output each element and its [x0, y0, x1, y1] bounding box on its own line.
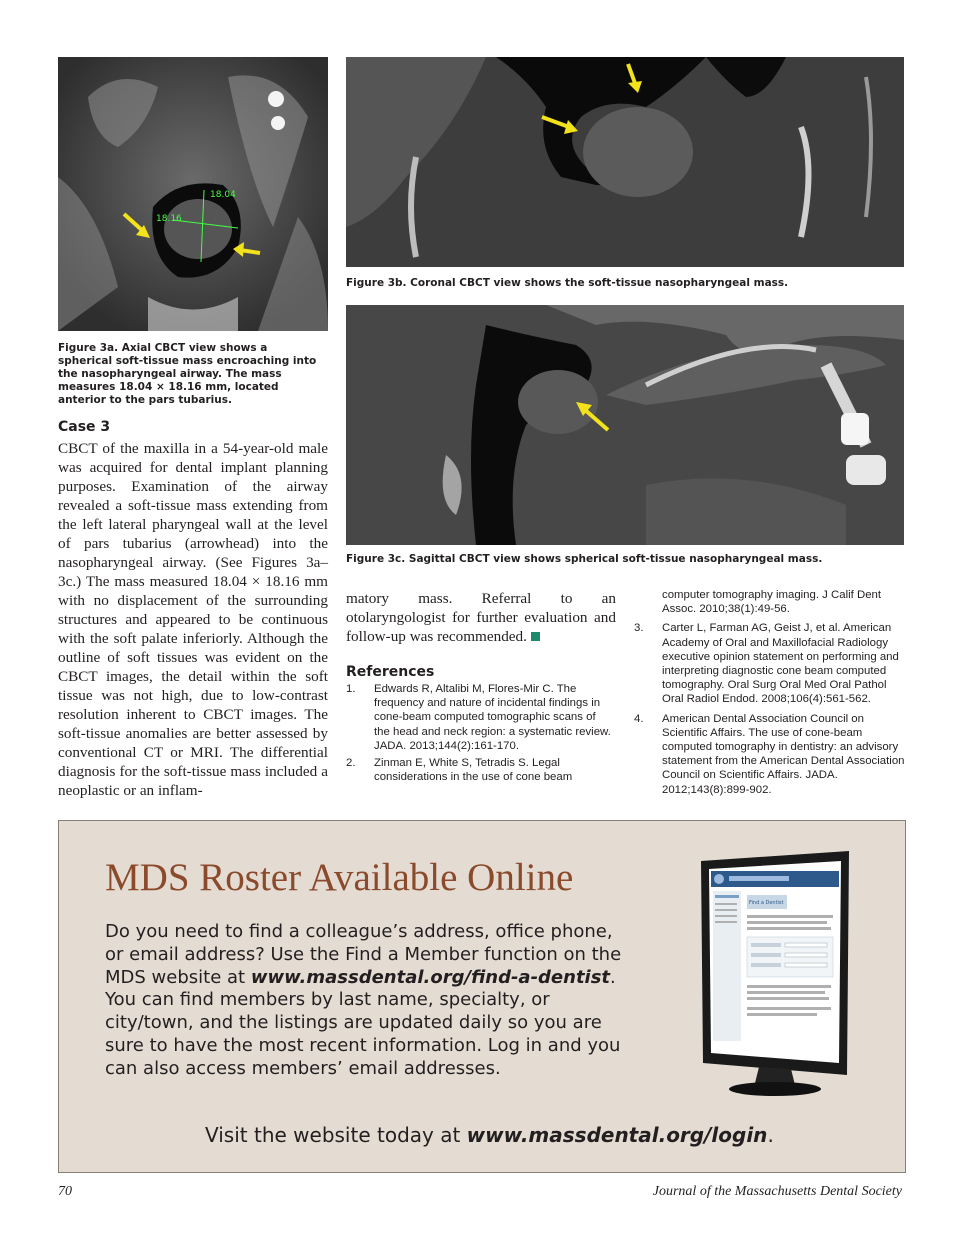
reference-text: Zinman E, White S, Tetradis S. Legal considerations in the use of cone beam: [374, 757, 573, 784]
case-body-column-2: [346, 589, 616, 646]
monitor-icon: [695, 849, 855, 1099]
references-list-column-3: [634, 588, 906, 800]
reference-text: Carter L, Farman AG, Geist J, et al. American Academy of Oral and Maxillofacial Radiology executive opinion statement on performing and interpreting diagnostic cone beam computed tomography. Oral Surg Oral Med Oral Pathol Oral Radiol Endod. 2008;106(4):561-562.: [662, 622, 899, 706]
case-body-column-1: CBCT of the maxilla in a 54-year-old male was acquired for dental implant planning purposes. Examination of the airway revealed a soft-tissue mass extending from the left lateral pharyngeal wall at the level of pars tubarius (arrowhead) into the nasopharyngeal airway. (See Figures 3a–3c.) The mass measured 18.04 × 18.16 mm with no displacement of the surrounding structures and appeared to be continuous with the soft palate inferiorly. Although the outline of soft tissues was evident on the CBCT images, the detail within the soft tissue was not high, due to low-contrast resolution inherent to CBCT images. The soft-tissue anomalies are better assessed by conventional CT or MRI. The differential diagnosis for the soft-tissue mass included a neoplastic or an inflam-: [58, 440, 328, 799]
measure-label-vertical: 18.04: [210, 190, 236, 200]
ad-body: [105, 921, 635, 1081]
monitor-screen-heading: Find a Dentist: [749, 900, 784, 906]
reference-item: [346, 682, 614, 753]
case-body-continued: matory mass. Referral to an otolaryngologist for further evaluation and follow-up was recommended.: [346, 590, 616, 645]
references-list-column-2: [346, 682, 614, 787]
ad-footer-period: .: [767, 1123, 774, 1147]
ad-title: MDS Roster Available Online: [105, 856, 574, 899]
figure-3a-caption: Figure 3a. Axial CBCT view shows a spherical soft-tissue mass encroaching into the nasopharyngeal airway. The mass measures 18.04 × 18.16 mm, located anterior to the pars tubarius.: [58, 342, 317, 406]
reference-item: [346, 756, 614, 784]
login-link[interactable]: www.massdental.org/login: [466, 1123, 768, 1147]
ad-footer-line: [205, 1123, 774, 1147]
references-heading: References: [346, 664, 435, 680]
reference-number: 3.: [634, 622, 644, 635]
reference-text: Edwards R, Altalibi M, Flores-Mir C. The frequency and nature of incidental findings in cone-beam computed tomographic scans of the head and neck region: a systematic review. JADA. 2013;144(2):161-170.: [374, 683, 611, 752]
reference-text: computer tomography imaging. J Calif Dent Assoc. 2010;38(1):49-56.: [662, 589, 882, 616]
case-heading: Case 3: [58, 419, 111, 435]
reference-item-continued: [634, 588, 906, 616]
reference-item: [634, 621, 906, 706]
figure-3c-image: [346, 305, 904, 545]
end-of-article-mark: [531, 632, 540, 641]
ad-body-text-end: . You can find members by last name, specialty, or city/town, and the listings are updated daily so you are sure to have the most recent information. Log in and you can also access members’ email addresses.: [105, 966, 621, 1079]
journal-name: Journal of the Massachusetts Dental Society: [652, 1184, 902, 1199]
find-a-dentist-link[interactable]: www.massdental.org/find-a-dentist: [250, 966, 611, 988]
measure-label-horizontal: 18.16: [156, 214, 182, 224]
figure-3a-image: [58, 57, 328, 331]
ad-body-text: Do you need to find a colleague’s address, office phone, or email address? Use the Find a Member function on the MDS website at: [105, 921, 622, 988]
figure-3b-caption: Figure 3b. Coronal CBCT view shows the soft-tissue nasopharyngeal mass.: [346, 277, 789, 289]
figure-3b-image: [346, 57, 904, 267]
reference-number: [634, 588, 662, 616]
reference-text: American Dental Association Council on Scientific Affairs. The use of cone-beam computed tomography in dentistry: an advisory statement from the American Dental Association Council on Scientific Affairs. JADA. 2012;143(8):899-902.: [662, 712, 905, 796]
mds-roster-ad: [58, 820, 906, 1173]
reference-number: 1.: [346, 683, 356, 695]
reference-item: [634, 712, 906, 797]
figure-3c-caption: Figure 3c. Sagittal CBCT view shows spherical soft-tissue nasopharyngeal mass.: [346, 553, 823, 565]
ad-footer-text: Visit the website today at: [205, 1123, 467, 1147]
page-number: 70: [58, 1184, 72, 1199]
reference-number: 2.: [346, 757, 356, 770]
reference-number: 4.: [634, 712, 644, 725]
